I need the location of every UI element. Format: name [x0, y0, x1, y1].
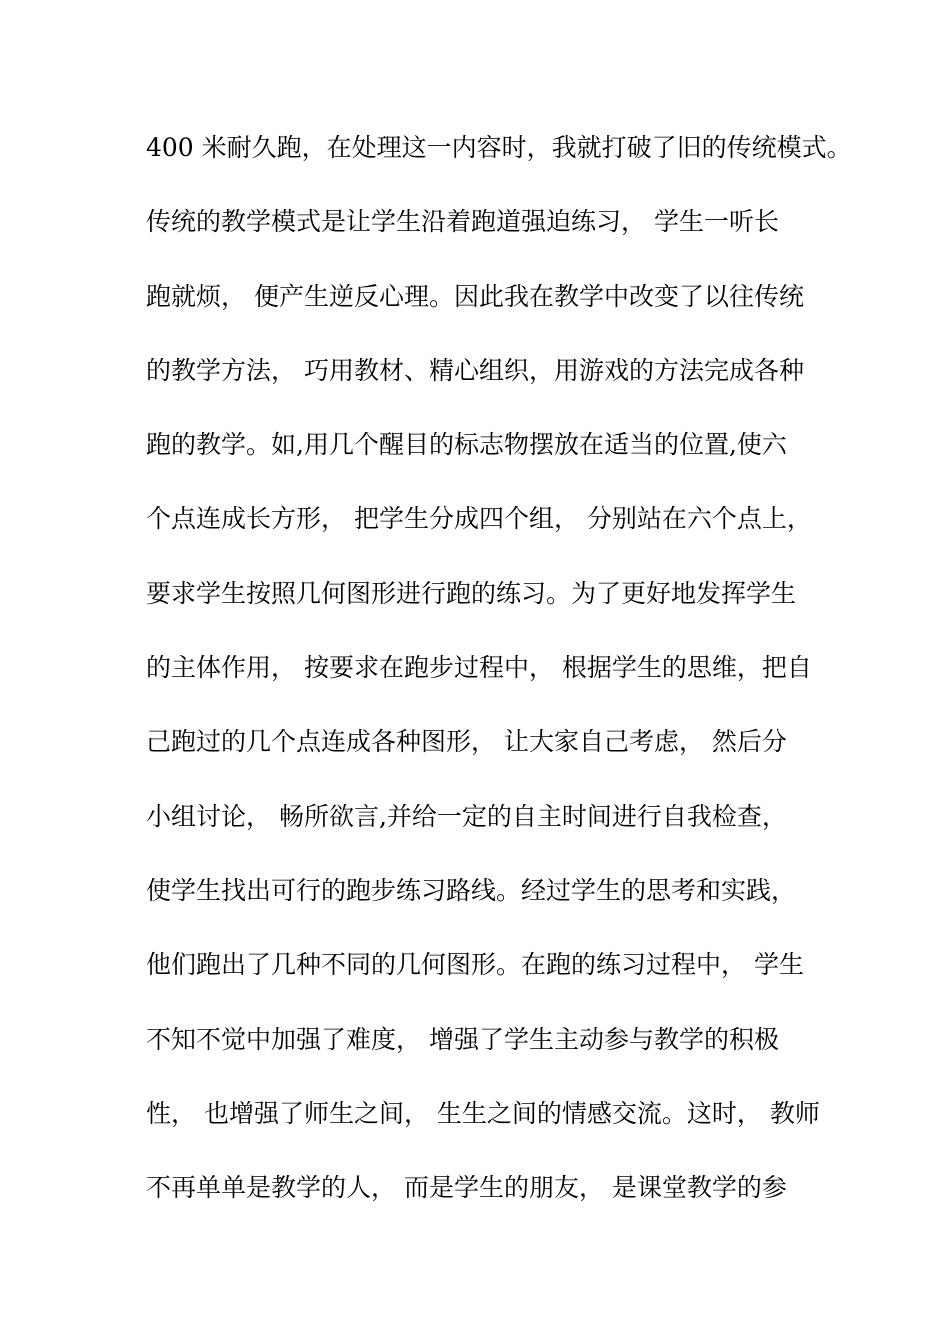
text-line: 不再单单是教学的人， 而是学生的朋友， 是课堂教学的参	[146, 1173, 787, 1203]
text-line: 不知不觉中加强了难度， 增强了学生主动参与教学的积极	[146, 1024, 779, 1054]
text-line: 传统的教学模式是让学生沿着跑道强迫练习， 学生一听长	[146, 207, 779, 237]
text-line: 跑就烦， 便产生逆反心理。因此我在教学中改变了以往传统	[146, 281, 804, 311]
text-line: 个点连成长方形， 把学生分成四个组， 分别站在六个点上，	[146, 504, 812, 534]
text-line: 性， 也增强了师生之间， 生生之间的情感交流。这时， 教师	[146, 1098, 820, 1128]
text-line: 小组讨论， 畅所欲言,并给一定的自主时间进行自我检查，	[146, 801, 787, 831]
text-line: 跑的教学。如,用几个醒目的标志物摆放在适当的位置,使六	[146, 430, 787, 460]
text-line: 的教学方法， 巧用教材、精心组织，用游戏的方法完成各种	[146, 355, 804, 385]
text-line: 要求学生按照几何图形进行跑的练习。为了更好地发挥学生	[146, 578, 797, 608]
body-text	[146, 128, 852, 1242]
text-line: 他们跑出了几种不同的几何图形。在跑的练习过程中， 学生	[146, 950, 804, 980]
text-line: 的主体作用， 按要求在跑步过程中， 根据学生的思维，把自	[146, 653, 812, 683]
text-line: 使学生找出可行的跑步练习路线。经过学生的思考和实践，	[146, 875, 797, 905]
text-line: 己跑过的几个点连成各种图形， 让大家自己考虑， 然后分	[146, 727, 787, 757]
text-line: 400 米耐久跑，在处理这一内容时，我就打破了旧的传统模式。	[146, 133, 852, 162]
